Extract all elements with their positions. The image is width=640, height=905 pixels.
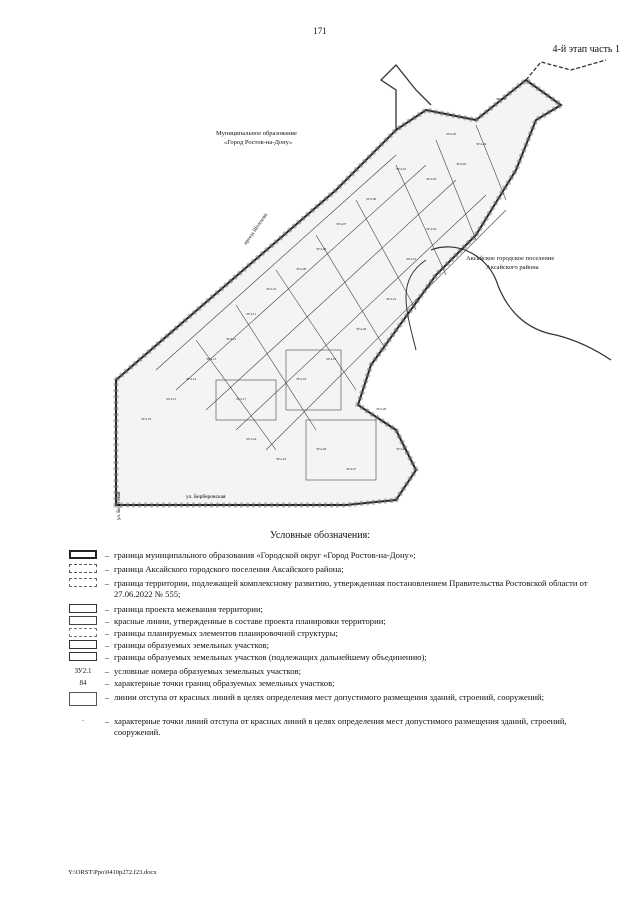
legend-row — [66, 716, 611, 740]
parcel-label: ЗУ4.17 — [236, 397, 247, 401]
legend-text: граница проекта межевания территории; — [114, 604, 263, 614]
legend-swatch — [69, 640, 97, 649]
legend-row — [66, 628, 611, 640]
legend-symbol-text: ЗУ2.1 — [74, 667, 92, 675]
parcel-label: ЗУ4.30 — [496, 97, 507, 101]
parcel-label: ЗУ4.28 — [376, 407, 387, 411]
legend-dash: – — [104, 692, 110, 702]
legend-row — [66, 578, 611, 604]
legend-row — [66, 550, 611, 564]
legend-text: линии отступа от красных линий в целях определения мест допустимого размещения зданий, строений, сооружений; — [114, 692, 544, 702]
parcel-label: ЗУ4.27 — [346, 467, 357, 471]
parcel-label: ЗУ4.07 — [336, 222, 347, 226]
parcel-label: ЗУ4.19 — [326, 357, 337, 361]
legend-symbol-text: 84 — [79, 679, 87, 687]
legend-text: граница территории, подлежащей комплексному развитию, утвержденная постановлением Правительства Ростовской области от 27.06.2022 № 555; — [114, 578, 588, 599]
legend-swatch — [69, 550, 97, 559]
parcel-label: ЗУ4.22 — [406, 257, 417, 261]
legend-dash: – — [104, 628, 110, 638]
parcel-label: ЗУ4.05 — [446, 132, 457, 136]
legend-swatch — [69, 616, 97, 625]
parcel-label: ЗУ4.13 — [206, 357, 217, 361]
legend-symbol — [66, 628, 100, 637]
parcel-label: ЗУ4.12 — [226, 337, 237, 341]
territory-boundary — [116, 80, 561, 505]
legend-swatch — [69, 692, 97, 706]
legend-symbol-text: · — [81, 717, 85, 725]
legend-dash: – — [104, 666, 110, 676]
legend-swatch — [69, 604, 97, 613]
aksai-boundary — [526, 60, 606, 80]
parcel-label: ЗУ4.03 — [456, 162, 467, 166]
parcel-label: ЗУ4.21 — [386, 297, 397, 301]
parcel-label: ЗУ4.09 — [296, 267, 307, 271]
aksai-label-line2: Аксайского района — [486, 264, 539, 271]
legend-text: характерные точки границ образуемых земельных участков; — [114, 678, 335, 688]
cadastral-map — [96, 50, 616, 520]
parcel-label: ЗУ4.06 — [366, 197, 377, 201]
parcel-label: ЗУ4.04 — [476, 142, 487, 146]
legend-symbol — [66, 604, 100, 613]
parcel-label: ЗУ4.08 — [316, 247, 327, 251]
legend-symbol — [66, 550, 100, 559]
legend-dash: – — [104, 678, 110, 688]
legend-swatch — [69, 564, 97, 573]
stage-label: 4-й этап часть 1 — [552, 44, 620, 55]
legend-text: условные номера образуемых земельных участков; — [114, 666, 301, 676]
legend-dash: – — [104, 578, 110, 588]
street-shoshina: проезд Шолохова — [243, 212, 270, 247]
legend-symbol — [66, 716, 100, 727]
legend-swatch — [69, 578, 97, 587]
legend-row — [66, 604, 611, 616]
parcel-label: ЗУ4.16 — [141, 417, 152, 421]
legend-text: граница муниципального образования «Городской округ «Город Ростов-на-Дону»; — [114, 550, 416, 560]
street-berberovskaya: ул. Берберовская — [186, 494, 226, 500]
parcel-label: ЗУ4.29 — [396, 447, 407, 451]
municipal-label-line2: «Город Ростов-на-Дону» — [224, 139, 293, 146]
legend-symbol — [66, 616, 100, 625]
legend-symbol — [66, 578, 100, 587]
legend-text: граница Аксайского городского поселения Аксайского района; — [114, 564, 344, 574]
parcel-label: ЗУ4.14 — [186, 377, 197, 381]
legend-title: Условные обозначения: — [269, 530, 370, 541]
legend-swatch — [69, 628, 97, 637]
legend-symbol — [66, 678, 100, 689]
legend-text: красные линии, утвержденные в составе проекта планировки территории; — [114, 616, 386, 626]
aksai-label-line1: Аксайское городское поселение — [466, 255, 555, 262]
parcel-label: ЗУ4.10 — [266, 287, 277, 291]
parcel-label: ЗУ4.26 — [316, 447, 327, 451]
parcel-label: ЗУ4.25 — [276, 457, 287, 461]
legend-symbol — [66, 640, 100, 649]
parcel-label: ЗУ4.15 — [166, 397, 177, 401]
legend — [66, 550, 611, 740]
parcel-label: ЗУ4.11 — [246, 312, 257, 316]
legend-row — [66, 640, 611, 652]
legend-dash: – — [104, 652, 110, 662]
parcel-label: ЗУ4.23 — [426, 227, 437, 231]
legend-row — [66, 564, 611, 578]
legend-row — [66, 666, 611, 678]
legend-dash: – — [104, 604, 110, 614]
legend-symbol — [66, 652, 100, 661]
legend-symbol — [66, 564, 100, 573]
legend-swatch — [69, 652, 97, 661]
legend-row — [66, 652, 611, 666]
legend-text: границы планируемых элементов планировочной структуры; — [114, 628, 338, 638]
legend-dash: – — [104, 550, 110, 560]
parcel-label: ЗУ4.02 — [426, 177, 437, 181]
municipal-label-line1: Муниципальное образование — [216, 130, 297, 137]
legend-dash: – — [104, 640, 110, 650]
parcel-label: ЗУ4.24 — [246, 437, 257, 441]
parcel-label: ЗУ4.01 — [396, 167, 407, 171]
footer-path: Y:\ORST\Ppo\0410p272.f23.docx — [68, 869, 157, 876]
legend-row — [66, 616, 611, 628]
legend-symbol — [66, 692, 100, 706]
legend-symbol — [66, 666, 100, 677]
legend-dash: – — [104, 716, 110, 726]
page-number: 171 — [313, 26, 327, 36]
legend-dash: – — [104, 564, 110, 574]
legend-row — [66, 692, 611, 716]
legend-text: границы образуемых земельных участков; — [114, 640, 269, 650]
legend-text: границы образуемых земельных участков (подлежащих дальнейшему объединению); — [114, 652, 427, 662]
parcel-label: ЗУ4.18 — [296, 377, 307, 381]
parcel-label: ЗУ4.20 — [356, 327, 367, 331]
legend-dash: – — [104, 616, 110, 626]
legend-text: характерные точки линий отступа от красных линий в целях определения мест допустимого размещения зданий, строений, сооружений. — [114, 716, 567, 737]
legend-row — [66, 678, 611, 692]
street-berezhnaya: ул. Береговая — [117, 491, 122, 520]
